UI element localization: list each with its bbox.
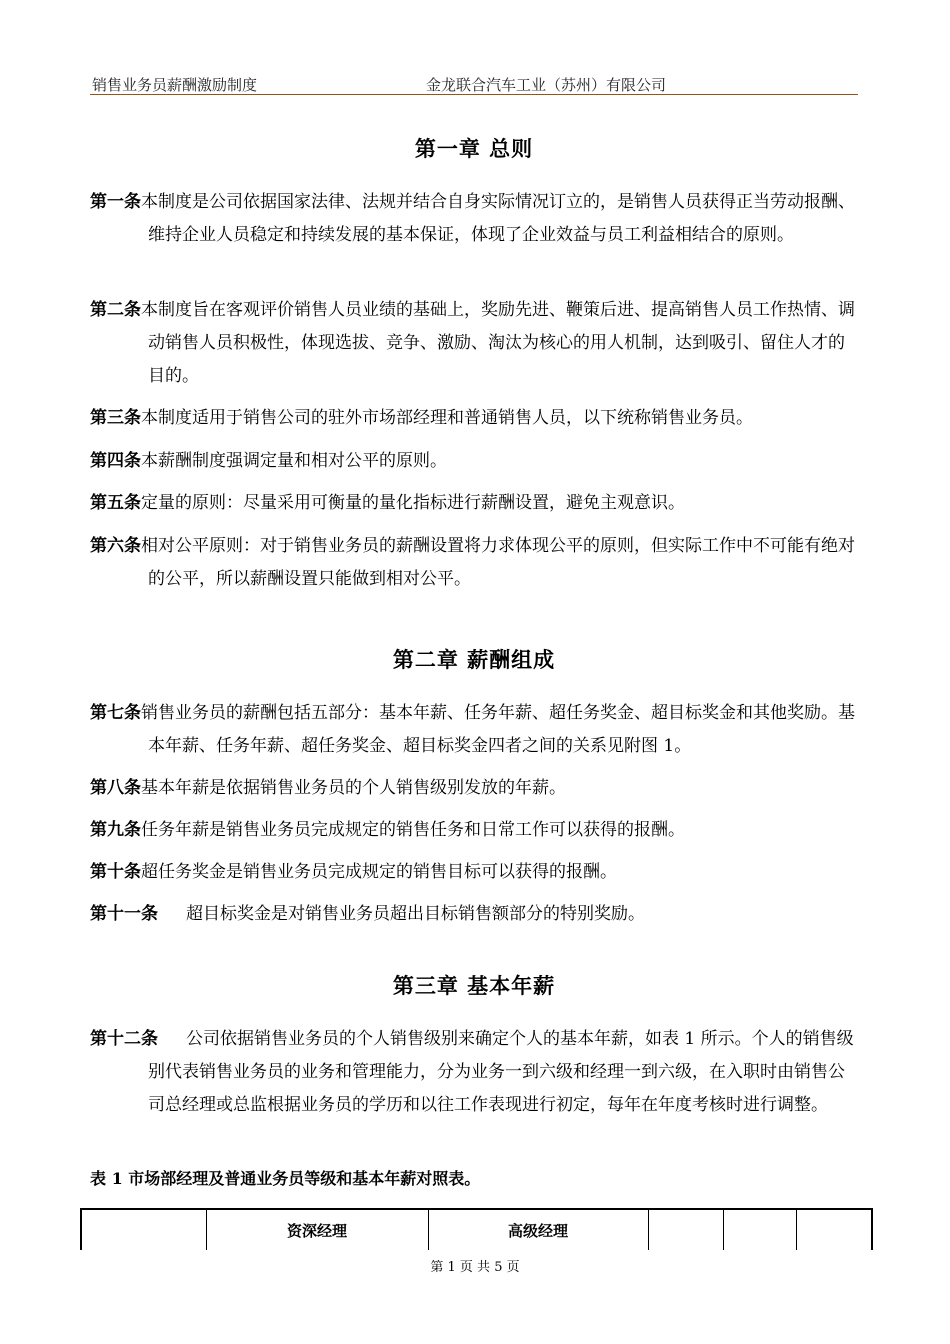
table-header-cell xyxy=(723,1210,796,1250)
chapter-title: 第二章 薪酬组成 xyxy=(392,648,556,672)
article-text: 基本年薪是依据销售业务员的个人销售级别发放的年薪。 xyxy=(141,778,566,798)
article xyxy=(90,1023,858,1122)
article-number: 第二条 xyxy=(90,300,141,320)
article xyxy=(90,814,858,847)
article-number: 第十一条 xyxy=(90,904,158,924)
table-header-cell xyxy=(82,1210,206,1250)
article-number: 第十二条 xyxy=(90,1029,158,1049)
header-document-title: 销售业务员薪酬激励制度 xyxy=(92,76,258,94)
article-number: 第一条 xyxy=(90,192,141,212)
article xyxy=(90,445,858,478)
article-text: 相对公平原则：对于销售业务员的薪酬设置将力求体现公平的原则，但实际工作中不可能有绝对的公平，所以薪酬设置只能做到相对公平。 xyxy=(141,536,855,589)
article-number: 第四条 xyxy=(90,451,141,471)
page-header xyxy=(90,72,858,95)
chapter-title: 第一章 总则 xyxy=(414,137,534,161)
page-footer: 第 1 页 共 5 页 xyxy=(430,1260,520,1275)
article-text: 本制度是公司依据国家法律、法规并结合自身实际情况订立的，是销售人员获得正当劳动报酬、维持企业人员稳定和持续发展的基本保证，体现了企业效益与员工利益相结合的原则。 xyxy=(141,192,855,245)
article-text: 任务年薪是销售业务员完成规定的销售任务和日常工作可以获得的报酬。 xyxy=(141,820,685,840)
chapter-title: 第三章 基本年薪 xyxy=(392,974,556,998)
article-text: 超目标奖金是对销售业务员超出目标销售额部分的特别奖励。 xyxy=(186,904,645,924)
article-text: 销售业务员的薪酬包括五部分：基本年薪、任务年薪、超任务奖金、超目标奖金和其他奖励。基本年薪、任务年薪、超任务奖金、超目标奖金四者之间的关系见附图 1。 xyxy=(141,703,855,756)
article-text: 超任务奖金是销售业务员完成规定的销售目标可以获得的报酬。 xyxy=(141,862,617,882)
article-number: 第六条 xyxy=(90,536,141,556)
article xyxy=(90,294,858,393)
table-header-row xyxy=(82,1210,871,1250)
article xyxy=(90,697,858,763)
article xyxy=(90,772,858,805)
article xyxy=(90,898,858,931)
article xyxy=(90,402,858,435)
article-number: 第九条 xyxy=(90,820,141,840)
table-caption: 表 1 市场部经理及普通业务员等级和基本年薪对照表。 xyxy=(90,1169,481,1188)
article xyxy=(90,186,858,252)
table-header-cell: 资深经理 xyxy=(206,1210,428,1250)
table-header-cell: 高级经理 xyxy=(428,1210,648,1250)
article-number: 第五条 xyxy=(90,493,141,513)
salary-table xyxy=(80,1208,873,1250)
article-text: 本薪酬制度强调定量和相对公平的原则。 xyxy=(141,451,447,471)
article xyxy=(90,856,858,889)
table-header-cell xyxy=(796,1210,871,1250)
article-text: 定量的原则：尽量采用可衡量的量化指标进行薪酬设置，避免主观意识。 xyxy=(141,493,685,513)
table-header-cell xyxy=(648,1210,723,1250)
article-number: 第八条 xyxy=(90,778,141,798)
article-number: 第三条 xyxy=(90,408,141,428)
article-text: 本制度旨在客观评价销售人员业绩的基础上，奖励先进、鞭策后进、提高销售人员工作热情、调动销售人员积极性，体现选拔、竞争、激励、淘汰为核心的用人机制，达到吸引、留住人才的目的。 xyxy=(141,300,855,386)
article xyxy=(90,487,858,520)
article-number: 第十条 xyxy=(90,862,141,882)
article xyxy=(90,530,858,596)
header-company-name: 金龙联合汽车工业（苏州）有限公司 xyxy=(426,76,667,94)
article-number: 第七条 xyxy=(90,703,141,723)
article-text: 本制度适用于销售公司的驻外市场部经理和普通销售人员，以下统称销售业务员。 xyxy=(141,408,753,428)
article-text: 公司依据销售业务员的个人销售级别来确定个人的基本年薪，如表 1 所示。个人的销售级别代表销售业务员的业务和管理能力，分为业务一到六级和经理一到六级，在入职时由销售公司总经理或总监根据业务员的学历和以往工作表现进行初定，每年在年度考核时进行调整。 xyxy=(148,1029,854,1115)
